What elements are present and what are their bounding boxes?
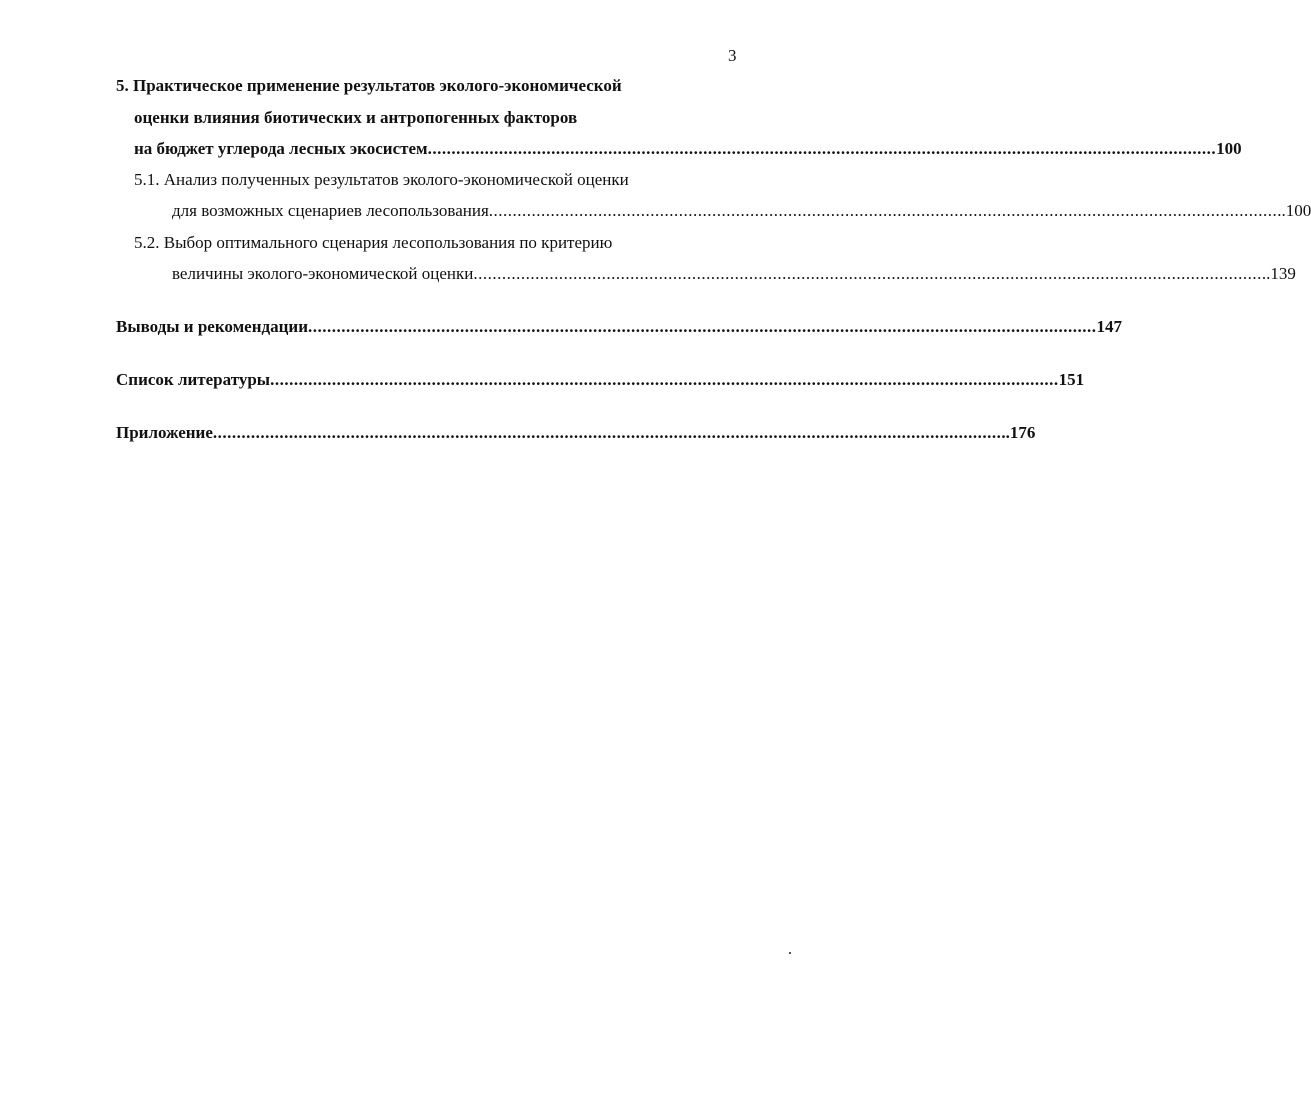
toc-dot-leader: ...................................................................................................................................................................... — [212, 423, 1002, 442]
toc-chapter5-line2: оценки влияния биотических и антропогенных факторов — [134, 108, 578, 127]
toc-dot-leader: ...................................................................................................................................................................... — [488, 201, 1278, 220]
toc-section5-1-entry[interactable] — [172, 199, 1311, 223]
toc-section5-1-line1: 5.1. Анализ полученных результатов эколого-экономической оценки — [134, 170, 629, 189]
toc-dot-leader: ...................................................................................................................................................................... — [473, 264, 1262, 283]
toc-chapter5-line3: на бюджет углерода лесных экосистем — [134, 139, 428, 158]
page-number: 3 — [728, 46, 737, 65]
toc-section5-1-line2: для возможных сценариев лесопользования — [172, 201, 489, 220]
toc-conclusions-entry[interactable] — [116, 315, 1123, 339]
toc-chapter5-page: 100 — [1216, 139, 1242, 158]
toc-dot-leader: ...................................................................................................................................................................... — [270, 370, 1059, 389]
toc-section5-2-line1: 5.2. Выбор оптимального сценария лесопользования по критерию — [134, 233, 613, 252]
toc-section5-2-page: ..139 — [1261, 264, 1296, 283]
toc-chapter5-entry[interactable] — [134, 137, 1242, 161]
toc-section5-1-page: ..100 — [1277, 201, 1311, 220]
toc-conclusions-page: 147 — [1096, 317, 1123, 336]
toc-dot-leader: ...................................................................................................................................................................... — [427, 139, 1217, 158]
toc-appendix-entry[interactable] — [116, 421, 1036, 445]
toc-appendix-label: Приложение — [116, 423, 213, 442]
toc-section5-2-entry[interactable] — [172, 262, 1296, 286]
toc-references-page: 151 — [1058, 370, 1085, 389]
toc-appendix-page: ..176 — [1001, 423, 1036, 442]
toc-chapter5-line1: 5. Практическое применение результатов эколого-экономической — [116, 76, 622, 95]
toc-section5-2-line2: величины эколого-экономической оценки — [172, 264, 474, 283]
toc-references-label: Список литературы — [116, 370, 271, 389]
scan-speck — [789, 952, 791, 954]
toc-dot-leader: ...................................................................................................................................................................... — [308, 317, 1097, 336]
toc-references-entry[interactable] — [116, 368, 1085, 392]
toc-conclusions-label: Выводы и рекомендации — [116, 317, 309, 336]
